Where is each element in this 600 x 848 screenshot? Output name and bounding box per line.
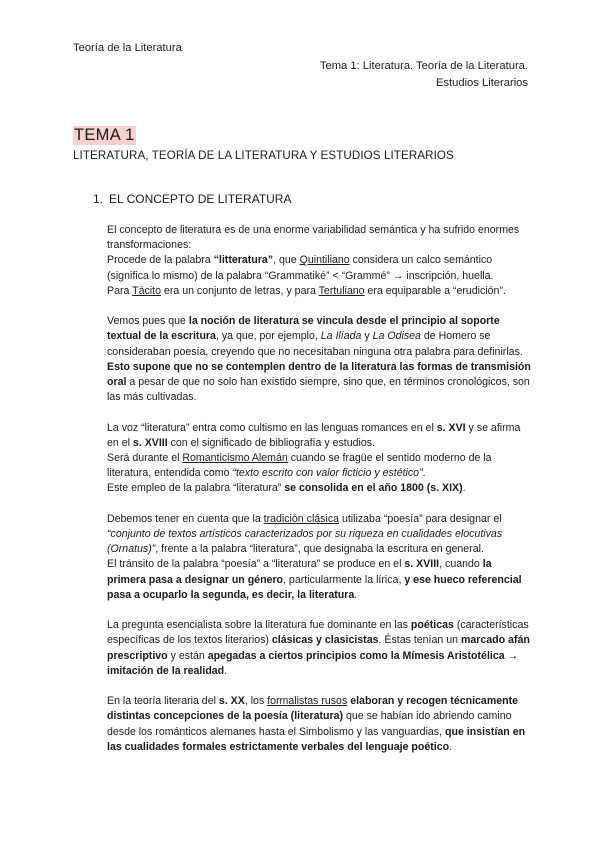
- text: , ya que, por ejemplo,: [215, 330, 321, 343]
- text: La pregunta esencialista sobre la literatura fue dominante en las: [107, 619, 411, 632]
- bold-text: poéticas: [410, 619, 454, 632]
- text: Este empleo de la palabra “literatura”: [107, 482, 285, 495]
- italic-text: “conjunto de textos artísticos caracterizados por su riqueza en cualidades elocutivas (Ornatus)”: [107, 528, 503, 556]
- bold-text: elaboran y recogen técnicamente distintas concepciones de la poesía (literatura): [107, 695, 519, 723]
- text: El concepto de literatura es de una enorme variabilidad semántica y ha sufrido enormes transformaciones:: [107, 224, 520, 252]
- bold-text: y ese hueco referencial pasa a ocuparlo la segunda, es decir, la literatura: [107, 573, 522, 601]
- underlined-text: Tácito: [132, 284, 161, 297]
- text: y se afirma en el: [107, 421, 521, 449]
- section-title: EL CONCEPTO DE LITERATURA: [109, 192, 292, 206]
- header-topic-line-2: Estudios Literarios: [435, 77, 528, 89]
- bold-text: la primera pasa a designar un género: [107, 558, 492, 586]
- text: que se habían ido abriendo camino desde los románticos alemanes hasta el Simbolismo y las vanguardias,: [107, 710, 512, 738]
- paragraph-3: [107, 421, 531, 497]
- underlined-text: tradición clásica: [263, 512, 340, 525]
- text: cuando se fragüe el sentido moderno de la literatura, entendida como: [107, 452, 492, 480]
- text: .: [224, 664, 228, 677]
- paragraph-5: [107, 618, 531, 679]
- section-number: 1.: [93, 192, 104, 206]
- text: El tránsito de la palabra “poesía” a “literatura” se produce en el: [107, 558, 405, 571]
- text: considera un calco semántico (significa lo mismo) de la palabra “Grammatiké” < “Grammé” → inscripción, huella.: [107, 254, 494, 282]
- bold-text: apegadas a ciertos principios como la Mímesis Aristotélica → imitación de la realidad: [107, 649, 519, 677]
- bold-text: marcado afán prescriptivo: [107, 634, 530, 662]
- italic-text: La Odisea: [372, 330, 421, 343]
- text: .: [449, 740, 453, 753]
- text: Debemos tener en cuenta que la: [107, 512, 264, 525]
- paragraph-1: [107, 223, 531, 299]
- text: Vemos pues que: [107, 315, 189, 328]
- text: , los: [244, 695, 268, 708]
- text: .: [354, 588, 358, 601]
- underlined-text: Quintiliano: [299, 254, 350, 267]
- header-course-title: Teoría de la Literatura: [73, 42, 182, 54]
- text: La voz “literatura” entra como cultismo en las lenguas romances en el: [107, 421, 437, 434]
- header-topic-line-1: Tema 1: Literatura. Teoría de la Literatura.: [319, 60, 528, 72]
- text: Para: [107, 284, 133, 297]
- text: (características específicas de los textos literarios): [107, 619, 529, 647]
- header-topic-title: [268, 58, 528, 92]
- text: , particularmente la lírica,: [283, 573, 405, 586]
- text: de Homero se consideraban poesía, creyendo que no necesitaban ninguna otra palabra para definirlas.: [107, 330, 523, 358]
- text: era equiparable a “erudición”.: [364, 284, 506, 297]
- bold-text: se consolida en el año 1800 (s. XIX): [284, 482, 463, 495]
- text: , frente a la palabra “literatura”, que designaba la escritura en general.: [155, 543, 484, 556]
- text: y están: [167, 649, 208, 662]
- text: Procede de la palabra: [107, 254, 214, 267]
- text: . Éstas tenían un: [378, 634, 461, 647]
- bold-text: que insistían en las cualidades formales estrictamente verbales del lenguaje poético: [107, 725, 526, 753]
- bold-text: la noción de literatura se vincula desde el principio al soporte textual de la escritura: [107, 315, 500, 343]
- text: era un conjunto de letras, y para: [161, 284, 319, 297]
- bold-text: “litteratura”: [213, 254, 274, 267]
- section-heading: [93, 192, 291, 206]
- bold-text: Esto supone que no se contemplen dentro de la literatura las formas de transmisión oral: [107, 360, 531, 389]
- paragraph-2: [107, 314, 531, 405]
- text: a pesar de que no solo han existido siempre, sino que, en términos cronológicos, son las más cultivadas.: [107, 376, 530, 404]
- tema-subtitle: LITERATURA, TEORÍA DE LA LITERATURA Y ESTUDIOS LITERARIOS: [73, 149, 454, 162]
- text: utilizaba “poesía” para designar el: [339, 512, 502, 525]
- underlined-text: Romanticismo Alemán: [182, 452, 288, 465]
- italic-text: “texto escrito con valor ficticio y estético”: [232, 467, 423, 480]
- bold-text: s. XVIII: [132, 436, 168, 449]
- text: con el significado de bibliografía y estudios.: [167, 436, 375, 449]
- tema-heading: TEMA 1: [74, 126, 135, 144]
- text: .: [462, 482, 466, 495]
- paragraph-4: [107, 512, 531, 603]
- document-body: [107, 223, 531, 755]
- bold-text: s. XVI: [436, 421, 466, 434]
- text: , que: [273, 254, 300, 267]
- underlined-text: Tertuliano: [318, 284, 365, 297]
- bold-text: clásicas y clasicistas: [271, 634, 379, 647]
- italic-text: La Ilíada: [320, 330, 362, 343]
- bold-text: s. XVIII: [404, 558, 440, 571]
- paragraph-6: [107, 694, 531, 755]
- bold-text: s. XX: [218, 695, 245, 708]
- text: , cuando: [439, 558, 483, 571]
- text: Será durante el: [107, 452, 183, 465]
- underlined-text: formalistas rusos: [267, 695, 348, 708]
- text: .: [422, 467, 426, 480]
- text: En la teoría literaria del: [107, 695, 219, 708]
- text: y: [361, 330, 373, 343]
